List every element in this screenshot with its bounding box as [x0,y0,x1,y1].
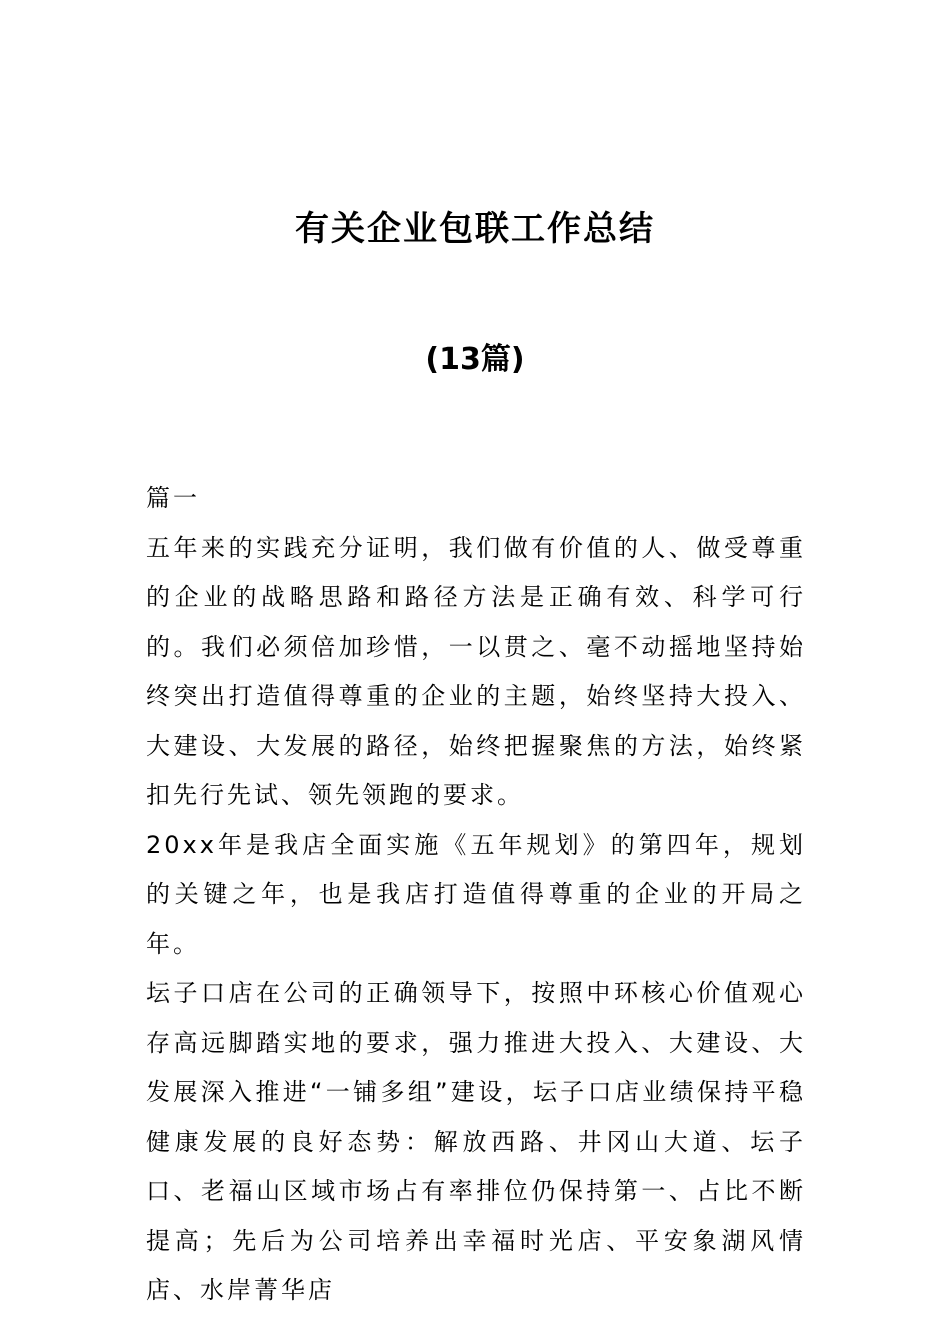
paragraph: 五年来的实践充分证明，我们做有价值的人、做受尊重的企业的战略思路和路径方法是正确有效、科学可行的。我们必须倍加珍惜，一以贯之、毫不动摇地坚持始终突出打造值得尊重的企业的主题，始终坚持大投入、大建设、大发展的路径，始终把握聚焦的方法，始终紧扣先行先试、领先领跑的要求。 [146,533,806,809]
document-body [146,474,806,1316]
paragraph: 坛子口店在公司的正确领导下，按照中环核心价值观心存高远脚踏实地的要求，强力推进大投入、大建设、大发展深入推进“一铺多组”建设，坛子口店业绩保持平稳健康发展的良好态势：解放西路、井冈山大道、坛子口、老福山区域市场占有率排位仍保持第一、占比不断提高；先后为公司培养出幸福时光店、平安象湖风情店、水岸菁华店 [146,979,806,1304]
document-subtitle: (13篇) [425,342,525,377]
section-heading: 篇一 [146,484,200,512]
document-title: 有关企业包联工作总结 [295,209,655,249]
paragraph: 20xx年是我店全面实施《五年规划》的第四年，规划的关键之年，也是我店打造值得尊重的企业的开局之年。 [146,830,806,958]
